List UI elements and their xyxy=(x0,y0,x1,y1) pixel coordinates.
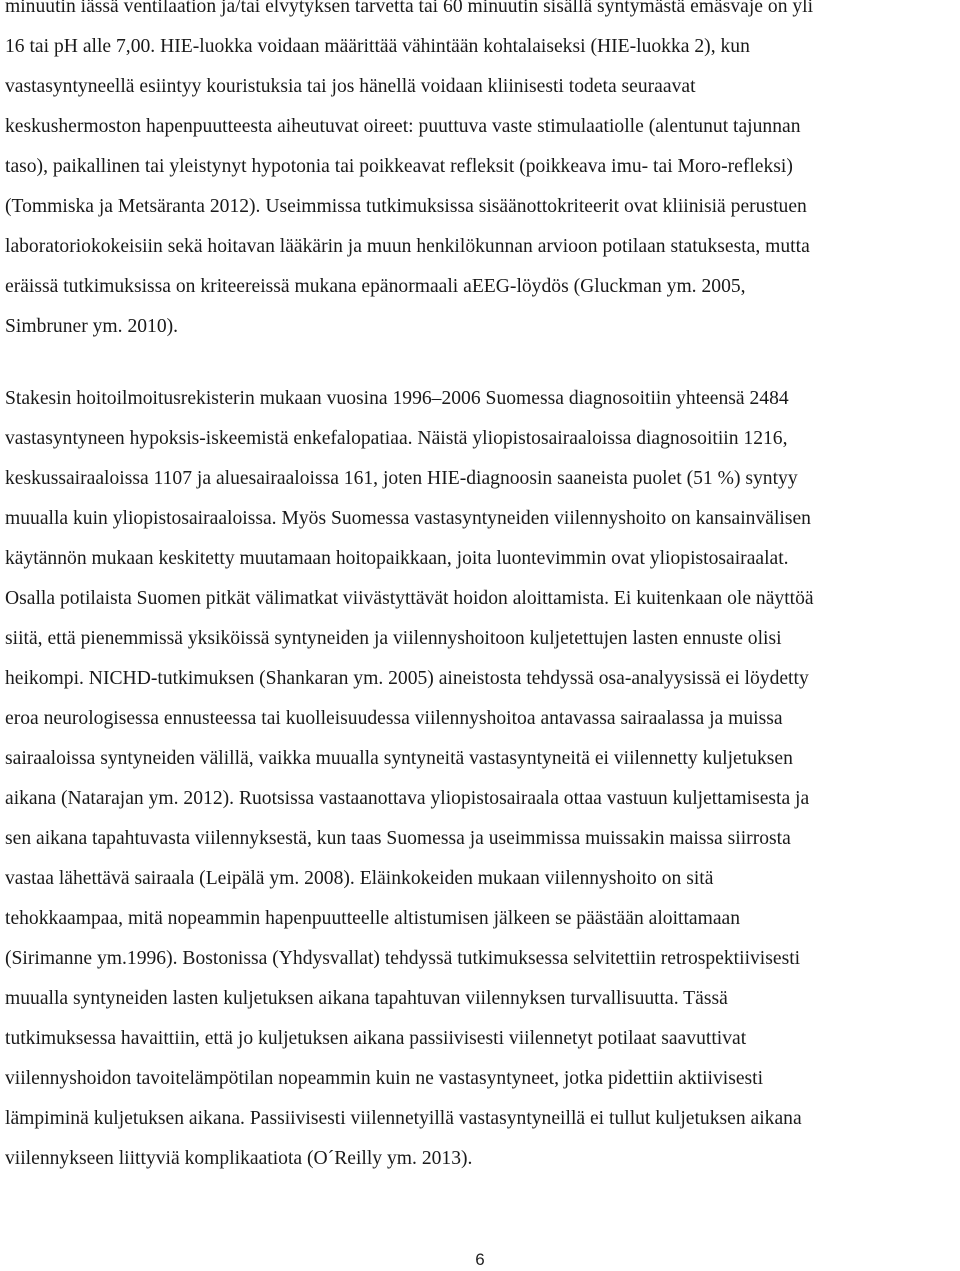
text-line: Stakesin hoitoilmoitusrekisterin mukaan vuosina 1996–2006 Suomessa diagnosoitiin yhteensä 2484 xyxy=(5,388,789,409)
text-line: 16 tai pH alle 7,00. HIE-luokka voidaan määrittää vähintään kohtalaiseksi (HIE-luokka 2), kun xyxy=(5,36,750,57)
text-line: vastasyntyneen hypoksis-iskeemistä enkefalopatiaa. Näistä yliopistosairaaloissa diagnosoitiin 1216, xyxy=(5,428,788,449)
text-line: vastasyntyneellä esiintyy kouristuksia tai jos hänellä voidaan kliinisesti todeta seuraavat xyxy=(5,76,696,97)
text-line: muualla kuin yliopistosairaaloissa. Myös Suomessa vastasyntyneiden viilennyshoito on kansainvälisen xyxy=(5,508,811,529)
text-line: keskussairaaloissa 1107 ja aluesairaaloissa 161, joten HIE-diagnoosin saaneista puolet (51 %) syntyy xyxy=(5,468,798,489)
body-paragraph-1 xyxy=(5,0,955,347)
text-line: vastaa lähettävä sairaala (Leipälä ym. 2008). Eläinkokeiden mukaan viilennyshoito on sitä xyxy=(5,868,714,889)
text-line: lämpiminä kuljetuksen aikana. Passiivisesti viilennetyillä vastasyntyneillä ei tullut kuljetuksen aikana xyxy=(5,1108,802,1129)
text-line: viilennyshoidon tavoitelämpötilan nopeammin kuin ne vastasyntyneet, jotka pidettiin aktiivisesti xyxy=(5,1068,764,1089)
text-line: Simbruner ym. 2010). xyxy=(5,316,179,337)
text-line: eräissä tutkimuksissa on kriteereissä mukana epänormaali aEEG-löydös (Gluckman ym. 2005, xyxy=(5,276,746,297)
document-page xyxy=(5,0,955,1179)
text-line: sairaaloissa syntyneiden välillä, vaikka muualla syntyneitä vastasyntyneitä ei viilennetty kuljetuksen xyxy=(5,748,793,769)
text-line: Osalla potilaista Suomen pitkät välimatkat viivästyttävät hoidon aloittamista. Ei kuitenkaan ole näyttöä xyxy=(5,588,814,609)
text-line: laboratoriokokeisiin sekä hoitavan lääkärin ja muun henkilökunnan arvioon potilaan statuksesta, mutta xyxy=(5,236,810,257)
text-line: (Sirimanne ym.1996). Bostonissa (Yhdysvallat) tehdyssä tutkimuksessa selvitettiin retrospektiivisesti xyxy=(5,948,801,969)
text-line: muualla syntyneiden lasten kuljetuksen aikana tapahtuvan viilennyksen turvallisuutta. Tässä xyxy=(5,988,728,1009)
text-line: tutkimuksessa havaittiin, että jo kuljetuksen aikana passiivisesti viilennetyt potilaat saavuttivat xyxy=(5,1028,747,1049)
text-line: viilennykseen liittyviä komplikaatiota (O´Reilly ym. 2013). xyxy=(5,1148,473,1169)
body-paragraph-2 xyxy=(5,379,955,1179)
page-number: 6 xyxy=(475,1250,485,1269)
text-line: taso), paikallinen tai yleistynyt hypotonia tai poikkeavat refleksit (poikkeava imu- tai Moro-refleksi) xyxy=(5,156,793,177)
text-line: (Tommiska ja Metsäranta 2012). Useimmissa tutkimuksissa sisäänottokriteerit ovat kliinisiä perustuen xyxy=(5,196,807,217)
text-line: eroa neurologisessa ennusteessa tai kuolleisuudessa viilennyshoitoa antavassa sairaalassa ja muissa xyxy=(5,708,783,729)
text-line: siitä, että pienemmissä yksiköissä syntyneiden ja viilennyshoitoon kuljetettujen lasten ennuste olisi xyxy=(5,628,782,649)
text-line: heikompi. NICHD-tutkimuksen (Shankaran ym. 2005) aineistosta tehdyssä osa-analyysissä ei löydetty xyxy=(5,668,809,689)
text-line: käytännön mukaan keskitetty muutamaan hoitopaikkaan, joita luontevimmin ovat yliopistosairaalat. xyxy=(5,548,789,569)
text-line: aikana (Natarajan ym. 2012). Ruotsissa vastaanottava yliopistosairaala ottaa vastuun kuljettamisesta ja xyxy=(5,788,810,809)
text-line: tehokkaampaa, mitä nopeammin hapenpuutteelle altistumisen jälkeen se päästään aloittamaan xyxy=(5,908,741,929)
text-line: sen aikana tapahtuvasta viilennyksestä, kun taas Suomessa ja useimmissa muissakin maissa siirrosta xyxy=(5,828,791,849)
text-line: minuutin iässä ventilaation ja/tai elvytyksen tarvetta tai 60 minuutin sisällä syntymästä emäsvaje on yli xyxy=(5,0,814,17)
text-line: keskushermoston hapenpuutteesta aiheutuvat oireet: puuttuva vaste stimulaatiolle (alentunut tajunnan xyxy=(5,116,801,137)
